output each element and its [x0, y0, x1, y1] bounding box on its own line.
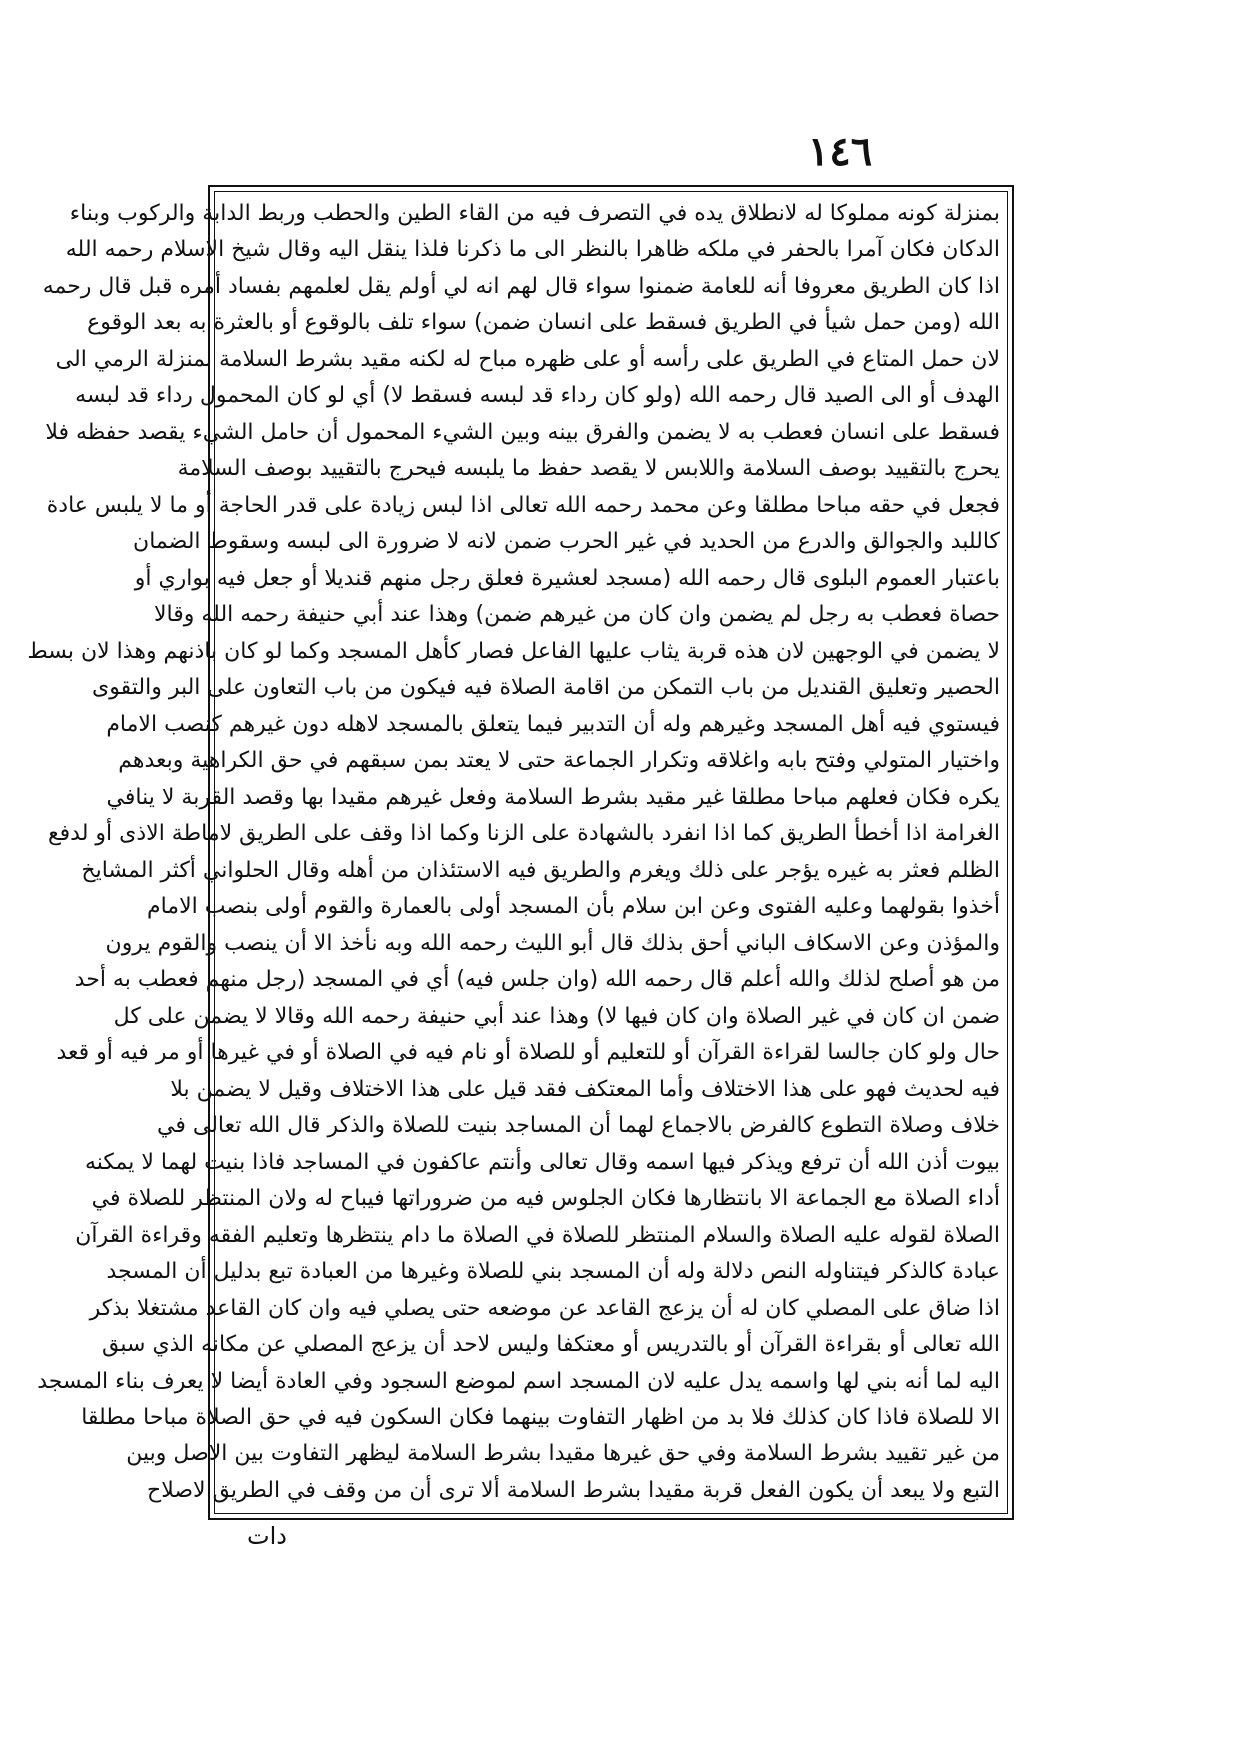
text-line-31: اذا ضاق على المصلي كان له أن يزعج القاعد عن موضعه حتى يصلي فيه وان كان القاعد مشتغلا بذكر	[89, 1295, 1000, 1321]
text-line-22: من هو أصلح لذلك والله أعلم قال رحمه الله (وان جلس فيه) أي في المسجد (رجل منهم فعطب به أحد	[74, 967, 1000, 993]
text-line-30: عبادة كالذكر فيتناوله النص دلالة وله أن المسجد بني للصلاة وغيرها من العبادة تبع بدليل أن المسجد	[106, 1259, 1000, 1285]
text-line-14: الحصير وتعليق القنديل من باب التمكن من اقامة الصلاة فيه فيكون من باب التعاون على البر والتقوى	[92, 675, 1000, 701]
text-line-23: ضمن ان كان في غير الصلاة وان كان فيها لا) وهذا عند أبي حنيفة رحمه الله وقالا لا يضمن على كل	[113, 1003, 1000, 1029]
text-line-33: اليه لما أنه بني لها واسمه يدل عليه لان المسجد اسم لموضع السجود وفي العادة أيضا لا يعرف بناء المسجد	[37, 1368, 1000, 1394]
text-line-17: يكره فكان فعلهم مباحا مطلقا غير مقيد بشرط السلامة وفعل غيرهم مقيدا بها وقصد القربة لا ينافي	[106, 784, 1000, 810]
text-line-32: الله تعالى أو بقراءة القرآن أو بالتدريس أو معتكفا وليس لاحد أن يزعج المصلي عن مكانه الذي سبق	[102, 1332, 1000, 1358]
text-line-4: الله (ومن حمل شيأ في الطريق فسقط على انسان ضمن) سواء تلف بالوقوع أو بالعثرة به بعد الوقوع	[87, 310, 1000, 336]
text-line-1: بمنزلة كونه مملوكا له لانطلاق يده في التصرف فيه من القاء الطين والحطب وربط الدابة والركوب وبناء	[69, 201, 1000, 226]
text-line-9: فجعل في حقه مباحا مطلقا وعن محمد رحمه الله تعالى اذا لبس زيادة على قدر الحاجة أو ما لا يلبس عادة	[46, 492, 1000, 518]
text-line-13: لا يضمن في الوجهين لان هذه قربة يثاب عليها الفاعل فصار كأهل المسجد وكما لو كان باذنهم وهذا لان بسط	[27, 638, 1000, 664]
text-line-5: لان حمل المتاع في الطريق على رأسه أو على ظهره مباح له لكنه مقيد بشرط السلامة بمنزلة الرمي الى	[55, 346, 1000, 372]
text-line-26: خلاف وصلاة التطوع كالفرض بالاجماع لهما أن المساجد بنيت للصلاة والذكر قال الله تعالى في	[157, 1113, 1000, 1139]
text-line-8: يحرج بالتقييد بوصف السلامة واللابس لا يقصد حفظ ما يلبسه فيحرج بالتقييد بوصف السلامة	[177, 456, 1000, 482]
text-line-28: أداء الصلاة مع الجماعة الا بانتظارها فكان الجلوس فيه من ضروراتها فيباح له ولان المنتظر للصلاة في	[91, 1186, 1000, 1212]
text-line-3: اذا كان الطريق معروفا أنه للعامة ضمنوا سواء قال لهم انه لي أولم يقل لعلمهم بفساد أمره قبل قال رحمه	[42, 273, 1000, 299]
catchword: دات	[247, 1522, 287, 1550]
text-line-35: من غير تقييد بشرط السلامة وفي حق غيرها مقيدا بشرط السلامة ليظهر التفاوت بين الاصل وبين	[126, 1441, 1000, 1467]
main-text-block	[27, 199, 1000, 1506]
text-line-10: كاللبد والجوالق والدرع من الحديد في غير الحرب ضمن لانه لا ضرورة الى لبسه وسقوط الضمان	[133, 529, 1000, 555]
page-number: ١٤٦	[807, 128, 873, 175]
text-frame	[27, 185, 1014, 1520]
text-line-20: أخذوا بقولهما وعليه الفتوى وعن ابن سلام بأن المسجد أولى بالعمارة والقوم أولى بنصب الامام	[146, 894, 1000, 920]
text-line-21: والمؤذن وعن الاسكاف الباني أحق بذلك قال أبو الليث رحمه الله وبه نأخذ الا أن ينصب والقوم يرون	[105, 930, 1000, 956]
text-line-25: فيه لحديث فهو على هذا الاختلاف وأما المعتكف فقد قيل على هذا الاختلاف وقيل لا يضمن بلا	[170, 1076, 1000, 1102]
text-line-2: الدكان فكان آمرا بالحفر في ملكه ظاهرا بالنظر الى ما ذكرنا فلذا ينقل اليه وقال شيخ الاسلام رحمه الله	[65, 237, 1000, 263]
text-line-34: الا للصلاة فاذا كان كذلك فلا بد من اظهار التفاوت بينهما فكان السكون فيه في حق الصلاة مباحا مطلقا	[81, 1404, 1000, 1430]
text-line-11: باعتبار العموم البلوى قال رحمه الله (مسجد لعشيرة فعلق رجل منهم قنديلا أو جعل فيه بواري أو	[134, 565, 1000, 591]
text-line-36: التبع ولا يبعد أن يكون الفعل قربة مقيدا بشرط السلامة ألا ترى أن من وقف في الطريق لاصلاح	[147, 1477, 1000, 1503]
text-line-29: الصلاة لقوله عليه الصلاة والسلام المنتظر للصلاة في الصلاة ما دام ينتظرها وتعليم الفقه وقراءة القرآن	[75, 1222, 1000, 1248]
text-line-19: الظلم فعثر به غيره يؤجر على ذلك ويغرم والطريق فيه الاستئذان من أهله وقال الحلواني أكثر المشايخ	[81, 857, 1000, 883]
text-line-27: بيوت أذن الله أن ترفع ويذكر فيها اسمه وقال تعالى وأنتم عاكفون في المساجد فاذا بنيت لهما لا يمكنه	[84, 1149, 1000, 1175]
text-line-12: حصاة فعطب به رجل لم يضمن وان كان من غيرهم ضمن) وهذا عند أبي حنيفة رحمه الله وقالا	[154, 602, 1000, 628]
text-line-18: الغرامة اذا أخطأ الطريق كما اذا انفرد بالشهادة على الزنا وكما اذا وقف على الطريق لاماطة الاذى أو لدفع	[47, 821, 1000, 847]
text-line-15: فيستوي فيه أهل المسجد وغيرهم وله أن التدبير فيما يتعلق بالمسجد لاهله دون غيرهم كنصب الامام	[106, 711, 1000, 737]
text-line-7: فسقط على انسان فعطب به لا يضمن والفرق بينه وبين الشيء المحمول أن حامل الشيء يقصد حفظه فلا	[45, 419, 1000, 445]
text-line-16: واختيار المتولي وفتح بابه واغلاقه وتكرار الجماعة حتى لا يعتد بمن سبقهم في حق الكراهية وبعدهم	[118, 748, 1000, 774]
text-line-6: الهدف أو الى الصيد قال رحمه الله (ولو كان رداء قد لبسه فسقط لا) أي لو كان المحمول رداء قد لبسه	[75, 383, 1000, 409]
text-line-24: حال ولو كان جالسا لقراءة القرآن أو للتعليم أو للصلاة أو نام فيه في الصلاة أو في غيرها أو مر فيه أو قعد	[56, 1040, 1000, 1066]
